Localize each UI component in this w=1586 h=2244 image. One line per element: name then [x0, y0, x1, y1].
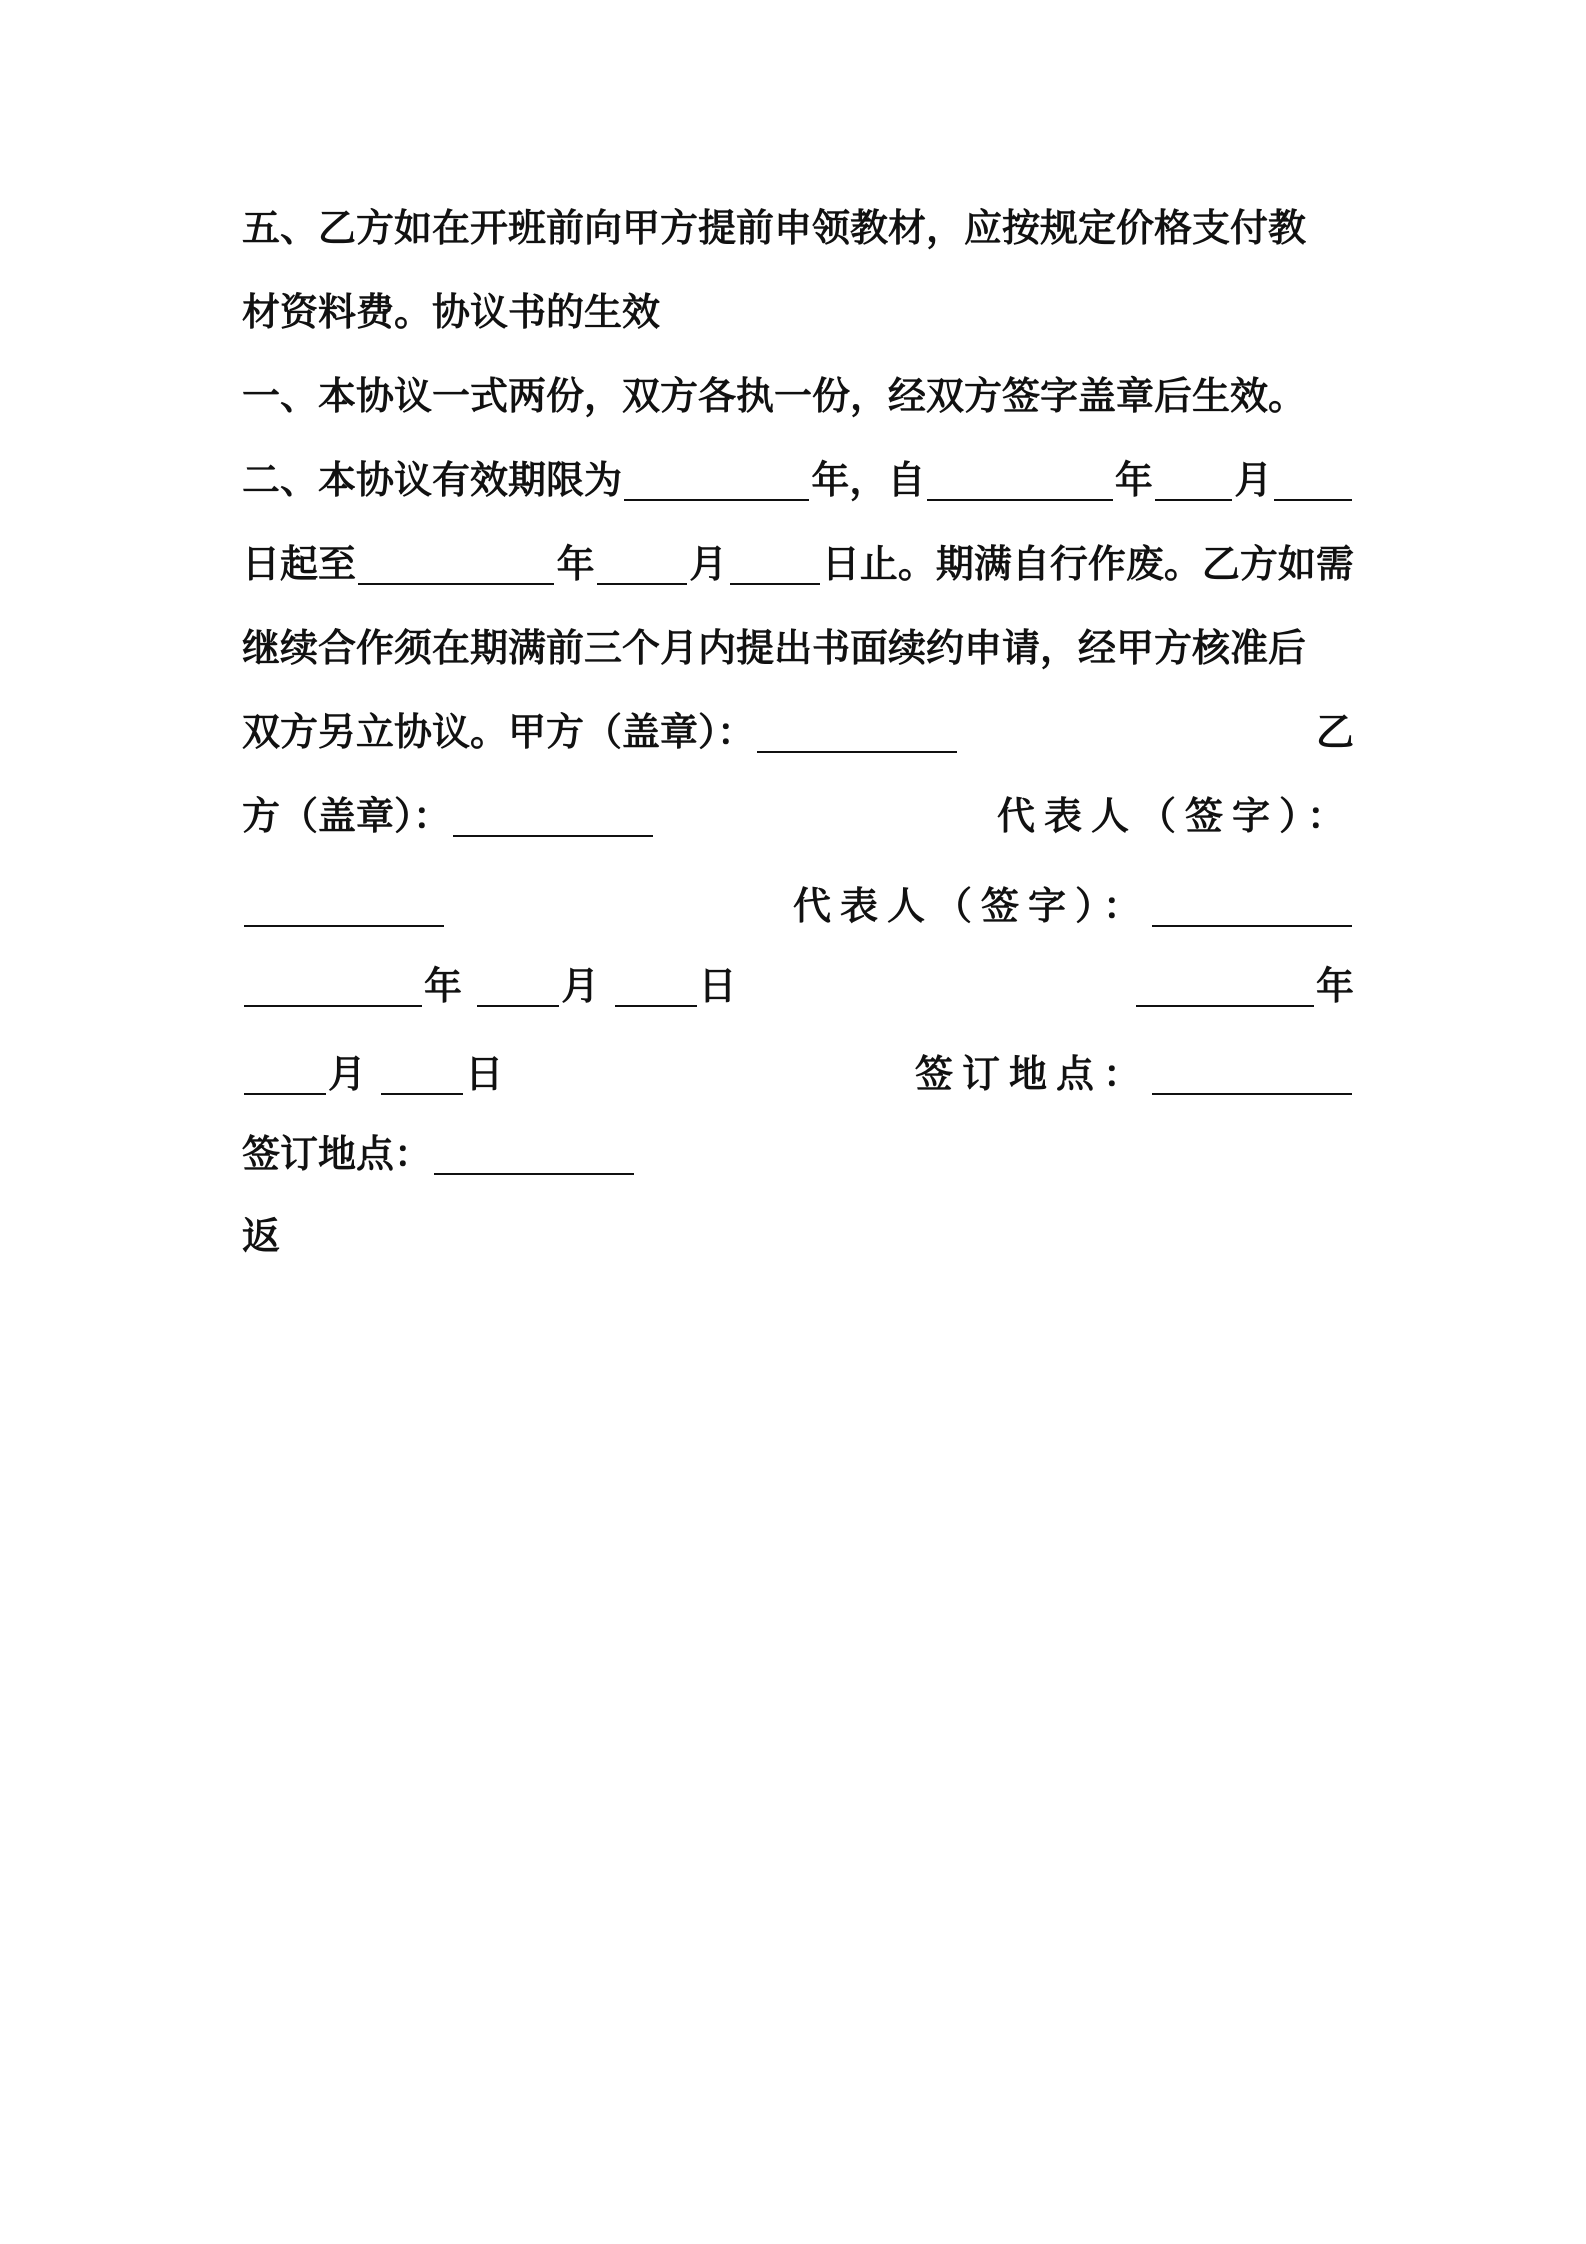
trailing-text: 返: [242, 1214, 281, 1258]
term-from-label: 年，自: [811, 458, 926, 502]
end-day-blank: [730, 543, 820, 585]
party-a-month-label: 月: [561, 964, 600, 1008]
start-day-label: 日起至: [242, 542, 357, 586]
party-a-date-row: [242, 956, 737, 1016]
signature-line-6: [242, 1124, 1354, 1184]
party-b-seal-blank: [453, 795, 653, 837]
clause-5-line-2: [242, 282, 1354, 342]
trailing-line: [242, 1206, 1354, 1266]
party-a-month-blank: [477, 965, 559, 1007]
signature-line-5: [242, 1044, 1354, 1104]
start-day-blank: [1274, 459, 1352, 501]
end-month-label: 月: [689, 542, 728, 586]
party-a-year-label: 年: [424, 964, 463, 1008]
party-a-day-label: 日: [698, 964, 737, 1008]
term-years-blank: [624, 459, 809, 501]
end-month-blank: [597, 543, 687, 585]
party-a-place-blank: [1152, 1053, 1352, 1095]
start-month-blank: [1155, 459, 1233, 501]
party-b-day-blank: [381, 1053, 463, 1095]
effect-clause-2-line-1: [242, 450, 1354, 510]
signature-line-3: [242, 876, 1354, 936]
signature-line-2: [242, 786, 1354, 846]
start-month-label: 月: [1234, 458, 1273, 502]
party-b-year-blank: [1136, 965, 1314, 1007]
party-b-seal-label: 方（盖章）：: [242, 794, 452, 838]
effect-clause-1: [242, 366, 1354, 426]
party-b-seal-row: [242, 786, 655, 846]
party-a-place-row: [915, 1044, 1354, 1104]
party-b-day-label: 日: [465, 1052, 504, 1096]
party-a-seal-label: 双方另立协议。甲方（盖章）：: [242, 710, 756, 754]
party-b-place-blank: [434, 1133, 634, 1175]
party-b-rep-blank: [1152, 885, 1352, 927]
party-a-year-blank: [244, 965, 422, 1007]
effect-clause-1-text: 一、本协议一式两份，双方各执一份，经双方签字盖章后生效。: [242, 374, 1307, 418]
party-b-year-label: 年: [1315, 964, 1354, 1008]
renewal-text: 继续合作须在期满前三个月内提出书面续约申请，经甲方核准后: [242, 626, 1307, 670]
end-day-text: 日止。期满自行作废。乙方如需: [821, 542, 1354, 586]
effect-clause-2-line-3: [242, 618, 1354, 678]
party-a-seal-row: [242, 702, 959, 762]
party-a-day-blank: [615, 965, 697, 1007]
party-a-rep-label: 代表人（签字）：: [996, 794, 1354, 838]
party-b-char: 乙: [1315, 710, 1354, 754]
clause-5-text-1: 五、乙方如在开班前向甲方提前申领教材，应按规定价格支付教: [242, 206, 1307, 250]
term-label: 二、本协议有效期限为: [242, 458, 623, 502]
party-b-rep-row: [793, 876, 1354, 936]
effect-clause-2-line-2: [242, 534, 1354, 594]
signature-line-1: [242, 702, 1354, 762]
party-a-rep-blank: [244, 885, 444, 927]
clause-5-line-1: [242, 198, 1354, 258]
party-b-place-label: 签订地点：: [242, 1132, 433, 1176]
party-b-month-blank: [244, 1053, 326, 1095]
start-year-blank: [927, 459, 1112, 501]
party-b-year-row: [1134, 956, 1354, 1016]
clause-5-text-2: 材资料费。协议书的生效: [242, 290, 661, 334]
party-b-month-label: 月: [328, 1052, 367, 1096]
start-year-label: 年: [1114, 458, 1153, 502]
end-year-label: 年: [556, 542, 595, 586]
party-b-date-row: [242, 1044, 503, 1104]
party-a-place-label: 签订地点：: [914, 1052, 1150, 1096]
party-a-seal-blank: [757, 711, 957, 753]
party-b-rep-label: 代表人（签字）：: [792, 884, 1150, 928]
end-year-blank: [358, 543, 554, 585]
signature-line-4: [242, 956, 1354, 1016]
